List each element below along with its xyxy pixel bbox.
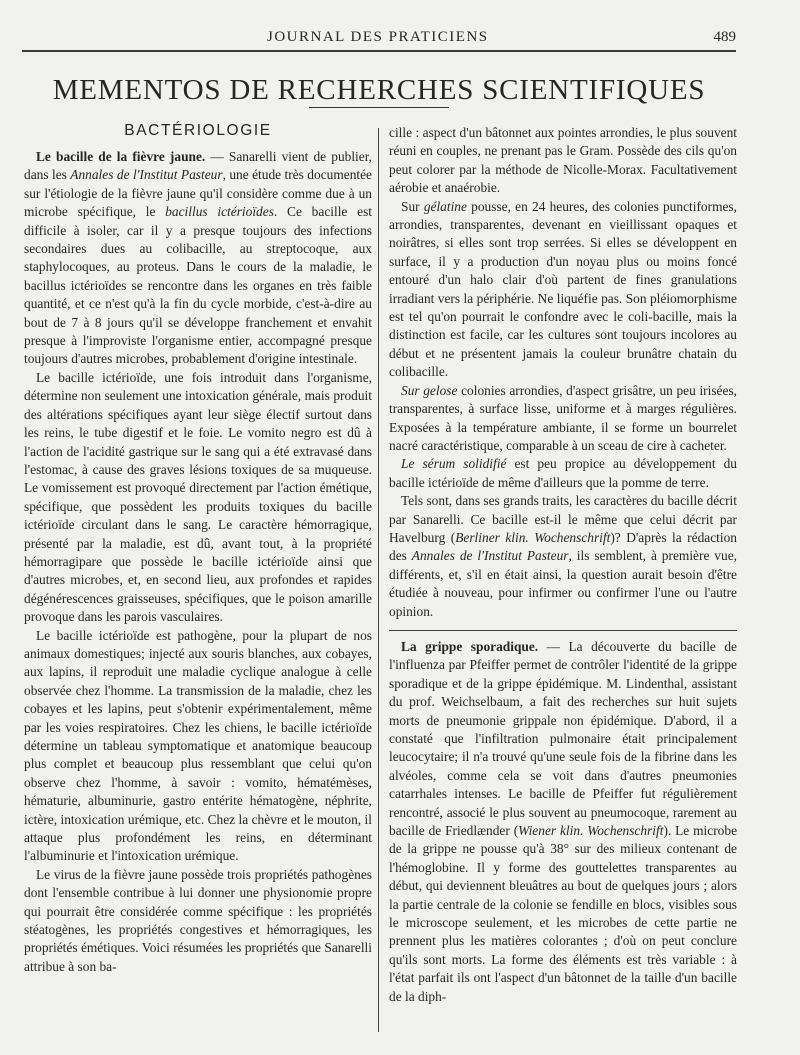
running-head	[22, 26, 738, 48]
paragraph-virus-properties: Le virus de la fièvre jaune possède trois propriétés pathogènes dont l'ensemble contribue à lui donner une physionomie propre qui pourrait être considérée comme spécifique : les propriétés stéatogènes, les propriétés congestives et hémorragiques, les propriétés émétiques. Voici résumées les propriétés que Sanarelli attribue à son ba-	[24, 866, 372, 974]
left-column	[24, 148, 372, 976]
paragraph-gelose-culture: Sur gelose colonies arrondies, d'aspect grisâtre, un peu irisées, transparentes, à surface lisse, uniforme et à marges régulières. Exposées à la température ambiante, il se forme un bourrelet nacré caractéristique, comparable à un sceau de cire à cacheter.	[389, 382, 737, 453]
article-lead-yellow-fever: Le bacille de la fièvre jaune.	[36, 149, 206, 164]
paragraph-serum-culture: Le sérum solidifié est peu propice au développement du bacille ictérioïde de même d'ailleurs que la pomme de terre.	[389, 456, 737, 490]
paragraph-conclusion: Tels sont, dans ses grands traits, les caractères du bacille décrit par Sanarelli. Ce bacille est-il le même que celui décrit par Havelburg (Berliner klin. Wochenschrift)? D'après la rédaction des Annales de l'Institut Pasteur, ils semblent, à première vue, différents, et, s'il en était ainsi, la question aurait besoin d'être étudiée à nouveau, pour infirmer ou confirmer l'une ou l'autre opinion.	[389, 493, 737, 619]
paragraph-sporadic-flu: La grippe sporadique. — La découverte du bacille de l'influenza par Pfeiffer permet de contrôler l'identité de la grippe sporadique et de la grippe épidémique. M. Lindenthal, assistant du prof. Weichselbaum, a fait des recherches sur huit sujets morts de pneumonie grippale non épidémique. D'abord, il a constaté que l'infiltration pulmonaire était principalement leucocytaire; il n'a trouvé qu'une seule fois de la fibrine dans les alvéoles, comme cela se voit dans d'autres pneumonies catarrhales intenses. Le bacille de Pfeiffer fut régulièrement rencontré, associé le plus souvent au pneumocoque, rarement au bacille de Friedlænder (Wiener klin. Wochenschrift). Le microbe de la grippe ne pousse qu'à 38° sur des milieux contenant de l'hémoglobine. Il y forme des gouttelettes transparentes au début, qui deviennent bleuâtres au bout de quelques jours ; alors la partie centrale de la colonie se fendille en blocs, visibles sous le microscope seulement, et les microbes de cette partie ne prennent plus les matières colorantes ; d'où on peut conclure qu'ils sont morts. La forme des éléments est très variable : à l'état parfait ils ont l'aspect d'un bâtonnet de la taille d'un bacille de la diph-	[389, 638, 738, 1004]
column-divider	[378, 128, 379, 1032]
journal-name: JOURNAL DES PRATICIENS	[267, 29, 489, 45]
paragraph-yellow-fever-intro: Le bacille de la fièvre jaune. — Sanarelli vient de publier, dans les Annales de l'Institut Pasteur, une étude très documentée sur l'étiologie de la fièvre jaune qu'il considère comme due à un microbe spécifique, le bacillus ictérioïdes. Ce bacille est difficile à isoler, car il y a presque toujours des infections secondaires dues au colibacille, au streptocoque, aux staphylocoques, au proteus. Dans le cours de la maladie, le bacillus ictérioïdes se rencontre dans les organes en très faible quantité, et ce n'est qu'à la fin du cycle morbide, c'est-à-dire au bout de 7 à 8 jours qu'il se développe franchement et envahit presque à l'improviste l'organisme entier, accompagné presque toujours d'autres microbes, probablement d'origine intestinale.	[24, 149, 373, 367]
journal-reference: Annales de l'Institut Pasteur	[70, 167, 223, 183]
paragraph-pathology: Le bacille ictérioïde, une fois introduit dans l'organisme, détermine non seulement une intoxication générale, mais produit des altérations spécifiques ayant leur siège électif surtout dans les reins, le tube digestif et le foie. Le vomito negro est dû à l'action de l'acidité gastrique sur le sang qui a été extravasé dans l'estomac, à cause des graves lésions toxiques de sa muqueuse. Le vomissement est provoqué directement par l'action émétique, spécifique, que possèdent les produits toxiques du bacille ictérioïde circulant dans le sang. Le caractère hémorragique, présenté par la maladie, est dû, avant tout, à la propriété hémorragipare que possède le bacille ictérioïde ainsi que d'autres microbes, et, en second lieu, aux profondes et rapides dégénérescences graisseuses, spécifiques, que le poison amarille provoque dans les parois vasculaires.	[24, 369, 372, 625]
paragraph-animal-pathogenicity: Le bacille ictérioïde est pathogène, pour la plupart de nos animaux domestiques; injecté aux souris blanches, aux cobayes, aux lapins, il reproduit une maladie cyclique analogue à celle observée chez l'homme. La transmission de la maladie, chez les cobayes et les lapins, peut s'obtenir expérimentalement, même par les voies respiratoires. Chez les chiens, le bacille ictérioïde détermine un tableau symptomatique et anatomique beaucoup plus complet et beaucoup plus ressemblant que celui qu'on observe chez l'homme, à savoir : vomito, hématémèses, hématurie, albuminurie, gastro entérite hématogène, néphrite, ictère, intoxication urémique, etc. Chez la chèvre et le mouton, il attaque plus profondément les reins, en déterminant l'albuminurie et l'intoxication urémique.	[24, 627, 372, 864]
journal-reference: Berliner klin. Wochenschrift	[455, 529, 611, 545]
page-title: MEMENTOS DE RECHERCHES SCIENTIFIQUES	[52, 74, 706, 106]
journal-reference: Wiener klin. Wochenschrift	[518, 823, 664, 839]
paragraph-bacillus-aspect: cille : aspect d'un bâtonnet aux pointes arrondies, le plus souvent réuni en couples, ne prenant pas le Gram. Possède des cils qu'on peut colorer par la méthode de Nicolle-Morax. Facultativement aérobie et anaérobie.	[389, 125, 737, 196]
journal-reference: Annales de l'Institut Pasteur	[411, 548, 569, 564]
title-rule	[309, 107, 449, 108]
article-separator	[389, 630, 737, 631]
header-rule	[22, 50, 736, 52]
page-number: 489	[713, 29, 736, 45]
paragraph-gelatine-culture: Sur gélatine pousse, en 24 heures, des colonies punctiformes, arrondies, transparentes, devenant en vieillissant opaques et noirâtres, si elles sont trop serrées. Si elles se développent en surface, il y a production d'un noyau plus ou moins foncé entouré d'un halo clair d'où partent de fines granulations irradiant vers la périphérie. Ne liquéfie pas. Son pléiomorphisme est tel qu'on pourrait le confondre avec le coli-bacille, mais la distinction est facile, car les cultures sont toujours incolores au début et ne présentent jamais la couleur brunâtre chatain du colibacille.	[389, 198, 737, 380]
section-heading: BACTÉRIOLOGIE	[124, 122, 272, 139]
article-lead-grippe: La grippe sporadique.	[401, 638, 539, 654]
species-name: bacillus ictérioïdes	[165, 204, 274, 220]
right-column	[389, 124, 737, 1006]
